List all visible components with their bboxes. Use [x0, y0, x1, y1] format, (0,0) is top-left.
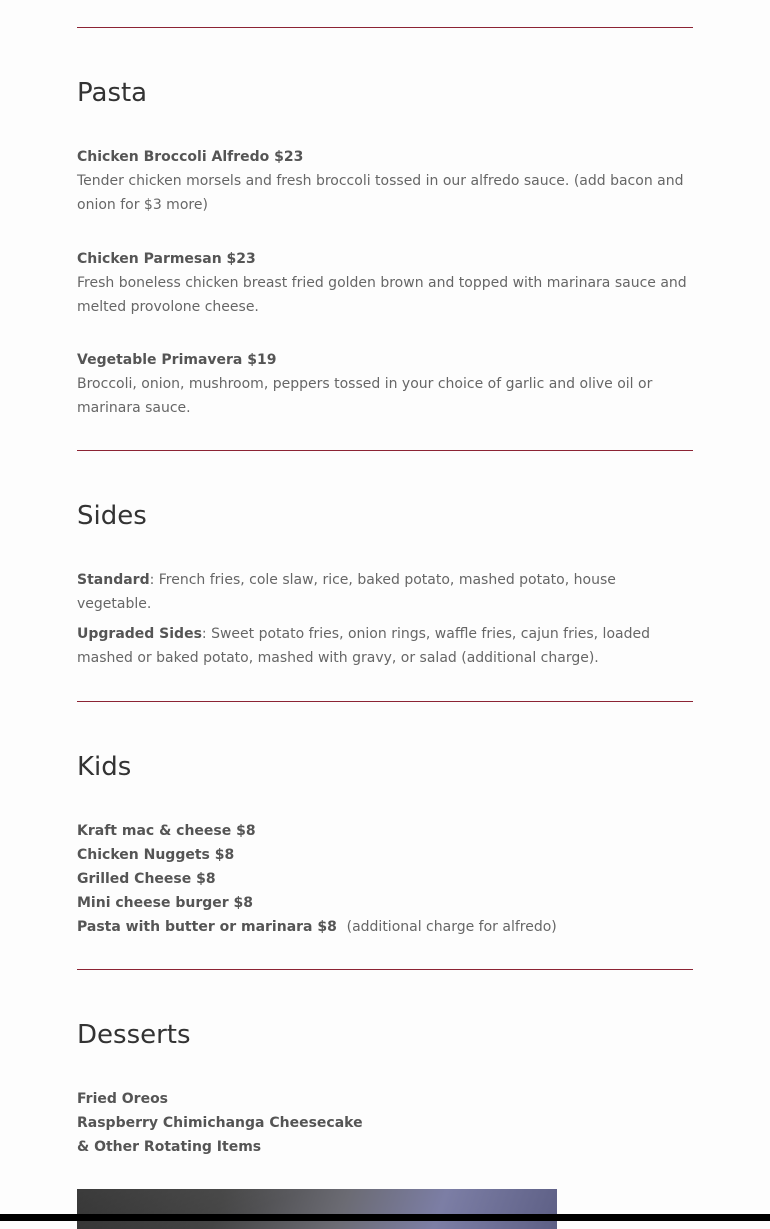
section-title-pasta: Pasta — [77, 78, 148, 108]
menu-item-name: Chicken Parmesan $23 — [77, 251, 256, 267]
menu-item-name: Vegetable Primavera $19 — [77, 352, 277, 368]
desserts-section — [77, 1018, 693, 1155]
kids-item: Pasta with butter or marinara $8 — [77, 919, 337, 935]
kids-item: Grilled Cheese $8 — [77, 871, 216, 887]
sides-standard-text: : French fries, cole slaw, rice, baked potato, mashed potato, house vegetable. — [77, 572, 616, 612]
dessert-item: Fried Oreos — [77, 1091, 169, 1107]
section-title-sides: Sides — [77, 501, 147, 531]
menu-item-description: Fresh boneless chicken breast fried golden brown and topped with marinara sauce and melted provolone cheese. — [77, 275, 687, 315]
section-divider — [77, 27, 693, 28]
kids-alfredo-note: (additional charge for alfredo) — [346, 919, 557, 935]
kids-section — [77, 750, 693, 935]
menu-item — [77, 348, 693, 420]
section-title-kids: Kids — [77, 752, 132, 782]
bottom-bar — [0, 1214, 770, 1221]
menu-item — [77, 247, 693, 319]
pasta-section — [77, 76, 693, 416]
kids-item: Mini cheese burger $8 — [77, 895, 253, 911]
desserts-list — [77, 1087, 693, 1159]
section-divider — [77, 969, 693, 970]
section-divider — [77, 450, 693, 451]
section-title-desserts: Desserts — [77, 1020, 191, 1050]
kids-item: Chicken Nuggets $8 — [77, 847, 235, 863]
kids-item-with-note — [77, 915, 693, 939]
kids-list — [77, 819, 693, 939]
sides-upgraded — [77, 622, 693, 670]
dessert-item: & Other Rotating Items — [77, 1139, 262, 1155]
food-photo — [77, 1189, 557, 1229]
food-photo-sheen — [77, 1189, 557, 1229]
sides-standard-label: Standard — [77, 572, 150, 588]
sides-standard — [77, 568, 693, 616]
menu-item — [77, 145, 693, 217]
dessert-item: Raspberry Chimichanga Cheesecake — [77, 1115, 363, 1131]
sides-upgraded-text: : Sweet potato fries, onion rings, waffle fries, cajun fries, loaded mashed or baked potato, mashed with gravy, or salad (additional charge). — [77, 626, 650, 666]
kids-item: Kraft mac & cheese $8 — [77, 823, 256, 839]
sides-section — [77, 499, 693, 666]
section-divider — [77, 701, 693, 702]
menu-item-name: Chicken Broccoli Alfredo $23 — [77, 149, 304, 165]
sides-upgraded-label: Upgraded Sides — [77, 626, 202, 642]
menu-item-description: Broccoli, onion, mushroom, peppers tossed in your choice of garlic and olive oil or marinara sauce. — [77, 376, 653, 416]
menu-item-description: Tender chicken morsels and fresh broccoli tossed in our alfredo sauce. (add bacon and onion for $3 more) — [77, 173, 684, 213]
